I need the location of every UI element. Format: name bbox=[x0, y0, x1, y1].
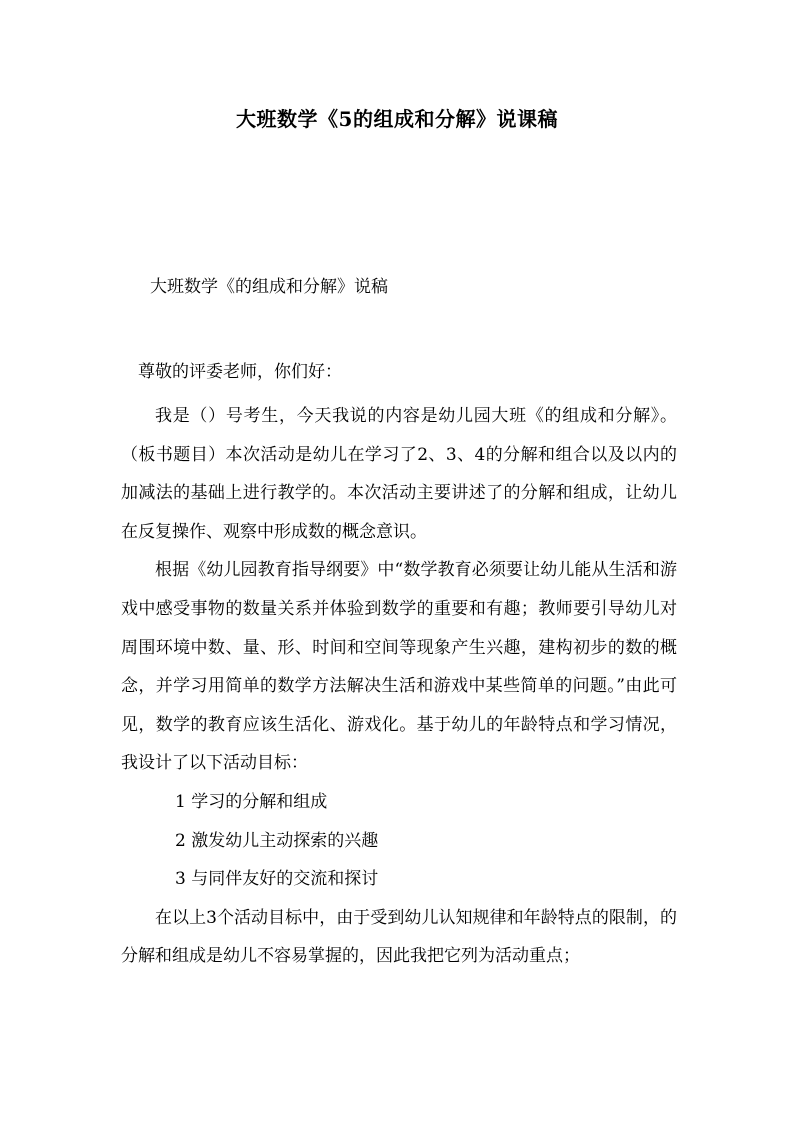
document-subtitle: 大班数学《的组成和分解》说稿 bbox=[150, 277, 388, 297]
paragraph-key-points: 在以上3个活动目标中，由于受到幼儿认知规律和年龄特点的限制，的分解和组成是幼儿不容易掌握的，因此我把它列为活动重点； bbox=[121, 907, 677, 967]
paragraph-guideline: 根据《幼儿园教育指导纲要》中“数学教育必须要让幼儿能从生活和游戏中感受事物的数量关系并体验到数学的重要和有趣；教师要引导幼儿对周围环境中数、量、形、时间和空间等现象产生兴趣，建构初步的数的概念，并学习用简单的数学方法解决生活和游戏中某些简单的问题。”由此可见，数学的教育应该生活化、游戏化。基于幼儿的年龄特点和学习情况，我设计了以下活动目标： bbox=[121, 560, 677, 774]
greeting-line: 尊敬的评委老师，你们好： bbox=[138, 362, 342, 382]
goal-list-item: 1 学习的分解和组成 bbox=[175, 791, 328, 812]
goal-list-item: 3 与同伴友好的交流和探讨 bbox=[175, 869, 379, 890]
document-title: 大班数学《5的组成和分解》说课稿 bbox=[236, 107, 558, 131]
document-body bbox=[121, 397, 677, 976]
goal-list-item: 2 激发幼儿主动探索的兴趣 bbox=[175, 830, 379, 851]
paragraph-intro: 我是（）号考生，今天我说的内容是幼儿园大班《的组成和分解》。（板书题目）本次活动是幼儿在学习了2、3、4的分解和组合以及以内的加减法的基础上进行教学的。本次活动主要讲述了的分解和组成，让幼儿在反复操作、观察中形成数的概念意识。 bbox=[121, 406, 677, 542]
